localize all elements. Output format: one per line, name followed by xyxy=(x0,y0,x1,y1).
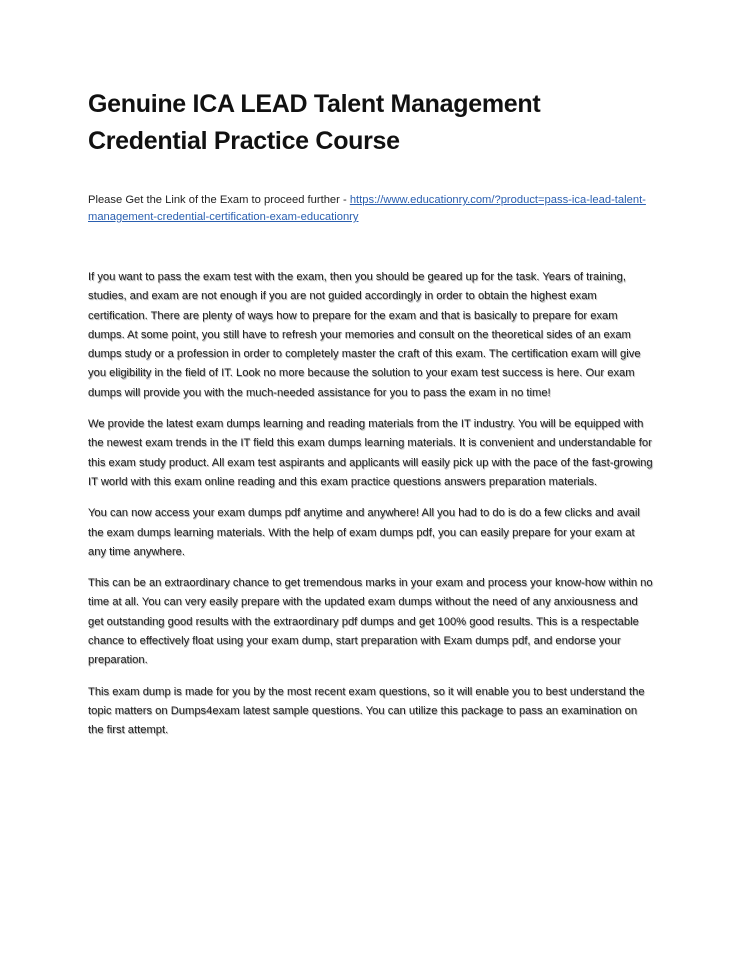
paragraph: This exam dump is made for you by the most recent exam questions, so it will enable you to best understand the topic matters on Dumps4exam latest sample questions. You can utilize this package to pass an examination on the first attempt. xyxy=(88,685,645,737)
paragraph: We provide the latest exam dumps learning and reading materials from the IT industry. You will be equipped with the newest exam trends in the IT field this exam dumps learning materials. It is convenient and understandable for this exam study product. All exam test aspirants and applicants will easily pick up with the pace of the fast-growing IT world with this exam online reading and this exam practice questions answers preparation materials. xyxy=(88,418,653,488)
paragraph: If you want to pass the exam test with the exam, then you should be geared up for the task. Years of training, studies, and exam are not enough if you are not guided accordingly in order to obtain the highest exam certification. There are plenty of ways how to prepare for the exam and that is basically to prepare for exam dumps. At some point, you still have to refresh your memories and consult on the theoretical sides of an exam dumps study or a profession in order to completely master the craft of this exam. The certification exam will give you eligibility in the field of IT. Look no more because the solution to your exam test success is here. Our exam dumps will provide you with the much-needed assistance for you to pass the exam in no time! xyxy=(88,271,641,399)
document-page xyxy=(88,86,654,753)
paragraph: This can be an extraordinary chance to get tremendous marks in your exam and process your know-how within no time at all. You can very easily prepare with the updated exam dumps without the need of any anxiousness and get outstanding good results with the extraordinary pdf dumps and get 100% good results. This is a respectable chance to effectively float using your exam dump, start preparation with Exam dumps pdf, and endorse your preparation. xyxy=(88,577,653,667)
paragraph: You can now access your exam dumps pdf anytime and anywhere! All you had to do is do a few clicks and avail the exam dumps learning materials. With the help of exam dumps pdf, you can easily prepare for your exam at any time anywhere. xyxy=(88,507,640,558)
intro-prefix: Please Get the Link of the Exam to proceed further - xyxy=(88,194,350,206)
document-title: Genuine ICA LEAD Talent Management Credential Practice Course xyxy=(88,90,541,155)
document-body xyxy=(88,268,654,741)
exam-link[interactable]: https://www.educationry.com/?product=pass-ica-lead-talent-management-credential-certification-exam-educationry xyxy=(88,194,646,223)
intro-line xyxy=(88,192,654,226)
